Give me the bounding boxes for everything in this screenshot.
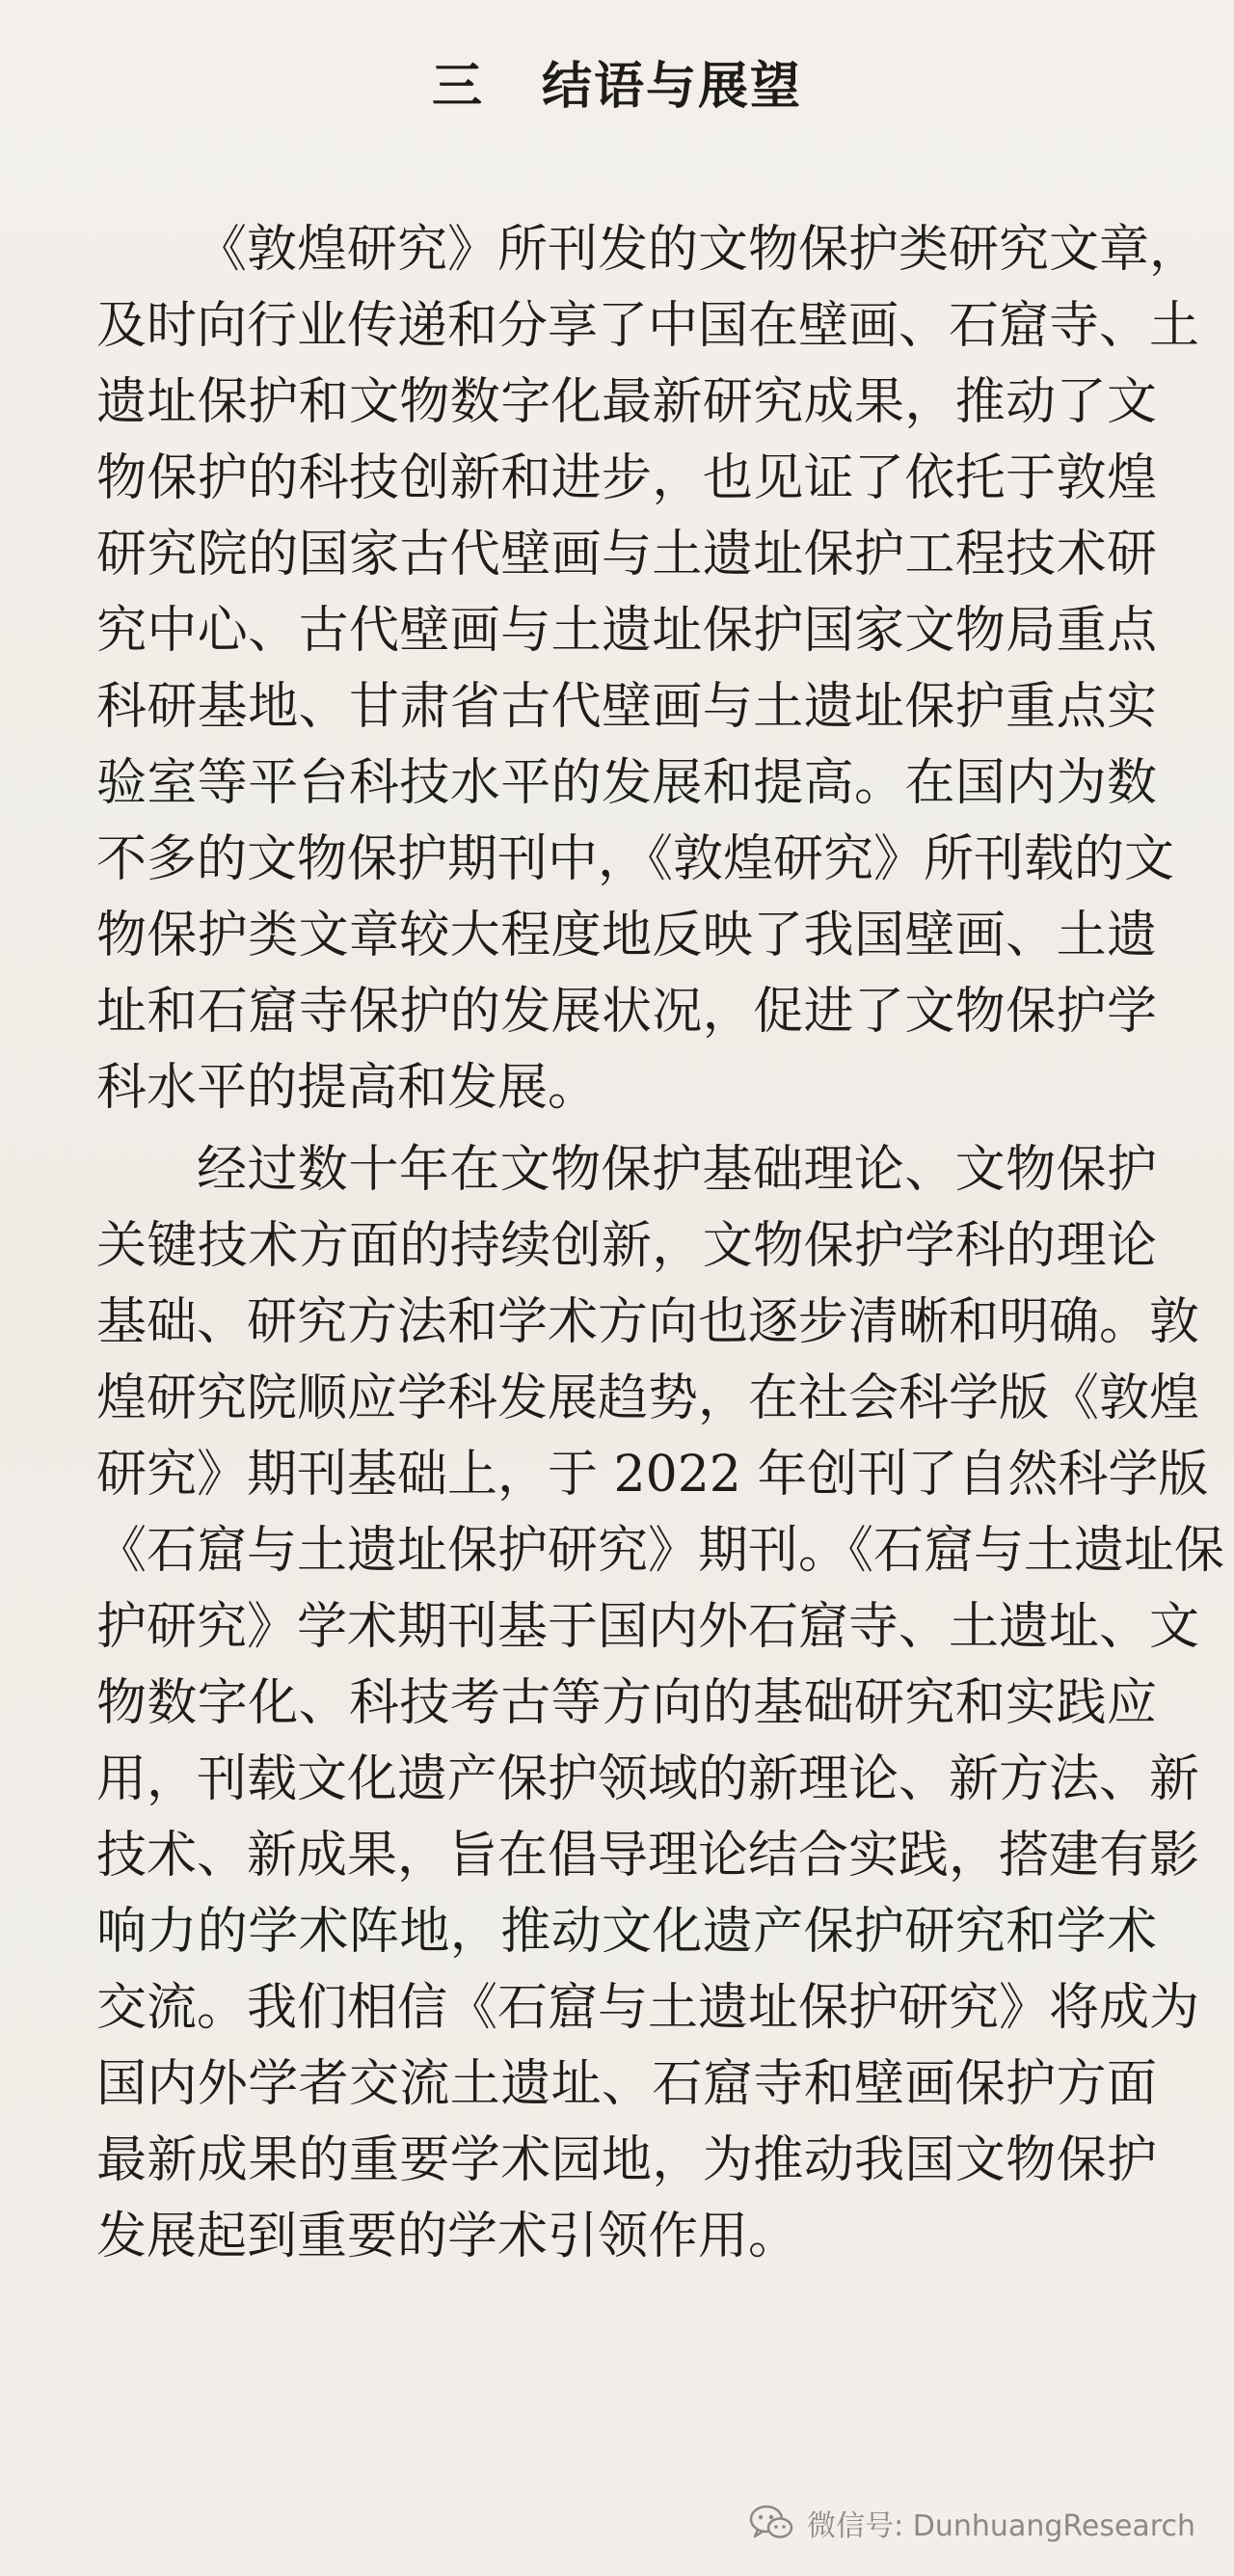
text-line: 《敦煌研究》所刊发的文物保护类研究文章， [197, 221, 1200, 279]
article-body [96, 212, 1225, 2275]
text-line: 研究院的国家古代壁画与土遗址保护工程技术研 [96, 526, 1157, 583]
text-line: 科水平的提高和发展。 [96, 1059, 599, 1117]
watermark-text: 微信号: DunhuangResearch [807, 2509, 1195, 2543]
section-title [0, 48, 1234, 125]
text-line: 护研究》学术期刊基于国内外石窟寺、土遗址、文 [96, 1598, 1200, 1656]
paragraph [96, 212, 1200, 1126]
wechat-icon [749, 2504, 793, 2542]
text-line: 验室等平台科技水平的发展和提高。在国内为数 [96, 754, 1157, 812]
watermark [749, 2499, 1195, 2547]
text-line: 响力的学术阵地，推动文化遗产保护研究和学术 [96, 1903, 1157, 1961]
text-line: 国内外学者交流土遗址、石窟寺和壁画保护方面 [96, 2055, 1157, 2113]
text-line: 物保护类文章较大程度地反映了我国壁画、土遗 [96, 907, 1157, 964]
text-line: 经过数十年在文物保护基础理论、文物保护 [197, 1141, 1157, 1199]
text-line: 最新成果的重要学术园地，为推动我国文物保护 [96, 2131, 1157, 2189]
text-line: 发展起到重要的学术引领作用。 [96, 2208, 799, 2265]
text-line: 研究》期刊基础上，于 2022 年创刊了自然科学版 [96, 1446, 1209, 1504]
text-line: 科研基地、甘肃省古代壁画与土遗址保护重点实 [96, 678, 1157, 736]
section-number: 三 [431, 58, 484, 116]
text-line: 交流。我们相信《石窟与土遗址保护研究》将成为 [96, 1979, 1200, 2037]
text-line: 遗址保护和文物数字化最新研究成果，推动了文 [96, 373, 1157, 431]
text-line: 址和石窟寺保护的发展状况，促进了文物保护学 [96, 983, 1157, 1041]
text-line: 物数字化、科技考古等方向的基础研究和实践应 [96, 1674, 1157, 1732]
text-line: 究中心、古代壁画与土遗址保护国家文物局重点 [96, 602, 1157, 660]
section-title-text: 结语与展望 [542, 58, 803, 116]
text-line: 及时向行业传递和分享了中国在壁画、石窟寺、土 [96, 297, 1200, 355]
text-line: 煌研究院顺应学科发展趋势，在社会科学版《敦煌 [96, 1369, 1200, 1427]
text-line: 《石窟与土遗址保护研究》期刊。《石窟与土遗址保 [96, 1522, 1225, 1580]
text-line: 不多的文物保护期刊中，《敦煌研究》所刊载的文 [96, 830, 1175, 888]
text-line: 技术、新成果，旨在倡导理论结合实践，搭建有影 [96, 1827, 1200, 1885]
paragraph [96, 1132, 1225, 2275]
text-line: 关键技术方面的持续创新，文物保护学科的理论 [96, 1217, 1157, 1275]
text-line: 基础、研究方法和学术方向也逐步清晰和明确。敦 [96, 1293, 1200, 1351]
text-line: 物保护的科技创新和进步，也见证了依托于敦煌 [96, 449, 1157, 507]
text-line: 用，刊载文化遗产保护领域的新理论、新方法、新 [96, 1750, 1200, 1808]
